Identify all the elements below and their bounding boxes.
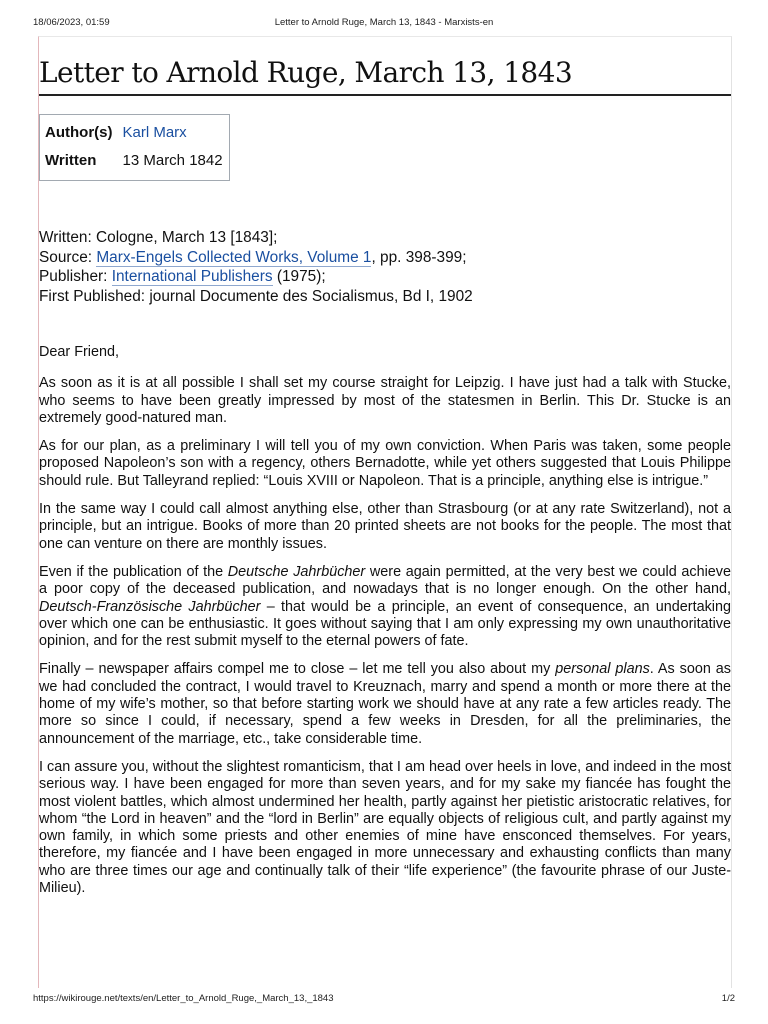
letter-greeting: Dear Friend,: [39, 344, 119, 360]
infobox-table: [45, 119, 223, 175]
author-label: Author(s): [45, 124, 113, 141]
source-prefix: Source:: [39, 248, 97, 266]
author-cell: [123, 119, 223, 147]
source-line: [39, 248, 731, 268]
letter-paragraph-4: [39, 564, 731, 650]
infobox-row-author: [45, 119, 223, 147]
publisher-line: [39, 267, 731, 287]
print-page-title: Letter to Arnold Ruge, March 13, 1843 - Marxists-en: [274, 17, 494, 28]
article-content: [39, 54, 731, 908]
source-suffix: , pp. 398-399;: [371, 248, 467, 266]
p4-text-b: were again permitted, at the very best we could achieve a poor copy of the deceased publication, and nowadays that is no longer enough. On the other hand,: [39, 563, 731, 598]
p4-emphasis-1: Deutsche Jahrbücher: [227, 563, 366, 580]
p4-emphasis-2: Deutsch-Französische Jahrbücher: [39, 598, 261, 615]
written-value: 13 March 1842: [122, 152, 223, 169]
written-line: Written: Cologne, March 13 [1843];: [39, 229, 278, 246]
p5-text-a: Finally – newspaper affairs compel me to close – let me tell you also about my: [39, 661, 556, 678]
print-header: [33, 17, 735, 31]
source-link[interactable]: Marx-Engels Collected Works, Volume 1: [96, 248, 372, 266]
infobox-row-written: [45, 147, 223, 175]
letter-body: [39, 344, 731, 897]
publisher-suffix: (1975);: [272, 268, 326, 285]
letter-paragraph-3: In the same way I could call almost anything else, other than Strasbourg (or at any rate Switzerland), not a principle, but an intrigue. Books of more than 20 printed sheets are not books for the people. The most that one can venture on there are monthly issues.: [39, 501, 731, 552]
letter-paragraph-6: I can assure you, without the slightest romanticism, that I am head over heels in love, and indeed in the most serious way. I have been engaged for more than seven years, and for my sake my fiancée has fought the most violent battles, which almost undermined her health, partly against her pietistic aristocratic relatives, for whom “the Lord in heaven” and the “lord in Berlin” are equally objects of religious cult, and partly against my own family, in which some priests and other enemies of mine have ensconced themselves. For years, therefore, my fiancée and I have been engaged in more unnecessary and exhausting conflicts than many who are three times our age and continually talk of their “life experience” (the favourite phrase of our Juste-Milieu).: [39, 758, 731, 897]
infobox: [39, 114, 230, 181]
letter-paragraph-1: As soon as it is at all possible I shall set my course straight for Leipzig. I have just had a talk with Stucke, who seems to have been greatly impressed by most of the statesmen in Berlin. This Dr. Stucke is an extremely good-natured man.: [39, 375, 731, 426]
letter-paragraph-5: [39, 661, 731, 747]
print-page-number: 1/2: [721, 993, 735, 1004]
p4-text-a: Even if the publication of the: [39, 563, 228, 580]
source-info: [39, 228, 731, 306]
p5-emphasis: personal plans: [555, 661, 650, 678]
print-footer: [33, 993, 735, 1007]
publisher-prefix: Publisher:: [39, 268, 112, 285]
print-datetime: 18/06/2023, 01:59: [33, 17, 110, 28]
p4-text-c: – that would be a principle, an event of consequence, an undertaking over which one can be enthusiastic. It goes without saying that I am only expressing my own unauthoritative opinion, and for the rest submit myself to the eternal powers of fate.: [39, 598, 731, 650]
author-link[interactable]: Karl Marx: [122, 124, 187, 141]
p5-text-b: . As soon as we had concluded the contract, I would travel to Kreuznach, marry and spend a month or more there at the home of my wife’s mother, so that before starting work we should have at any rate a few articles ready. The more so since I could, if necessary, spend a few weeks in Dresden, for all the preliminaries, the announcement of the marriage, etc., take considerable time.: [39, 661, 732, 747]
publisher-link[interactable]: International Publishers: [111, 268, 273, 285]
letter-paragraph-2: As for our plan, as a preliminary I will tell you of my own conviction. When Paris was taken, some people proposed Napoleon’s son with a regency, others Bernadotte, while yet others suggested that Louis Philippe should rule. But Talleyrand replied: “Louis XVIII or Napoleon. That is a principle, anything else is intrigue.”: [39, 438, 731, 489]
page-title: Letter to Arnold Ruge, March 13, 1843: [39, 54, 731, 96]
print-url: https://wikirouge.net/texts/en/Letter_to_Arnold_Ruge,_March_13,_1843: [33, 993, 334, 1004]
written-label: Written: [45, 152, 97, 169]
first-published-line: First Published: journal Documente des Socialismus, Bd I, 1902: [39, 287, 473, 305]
